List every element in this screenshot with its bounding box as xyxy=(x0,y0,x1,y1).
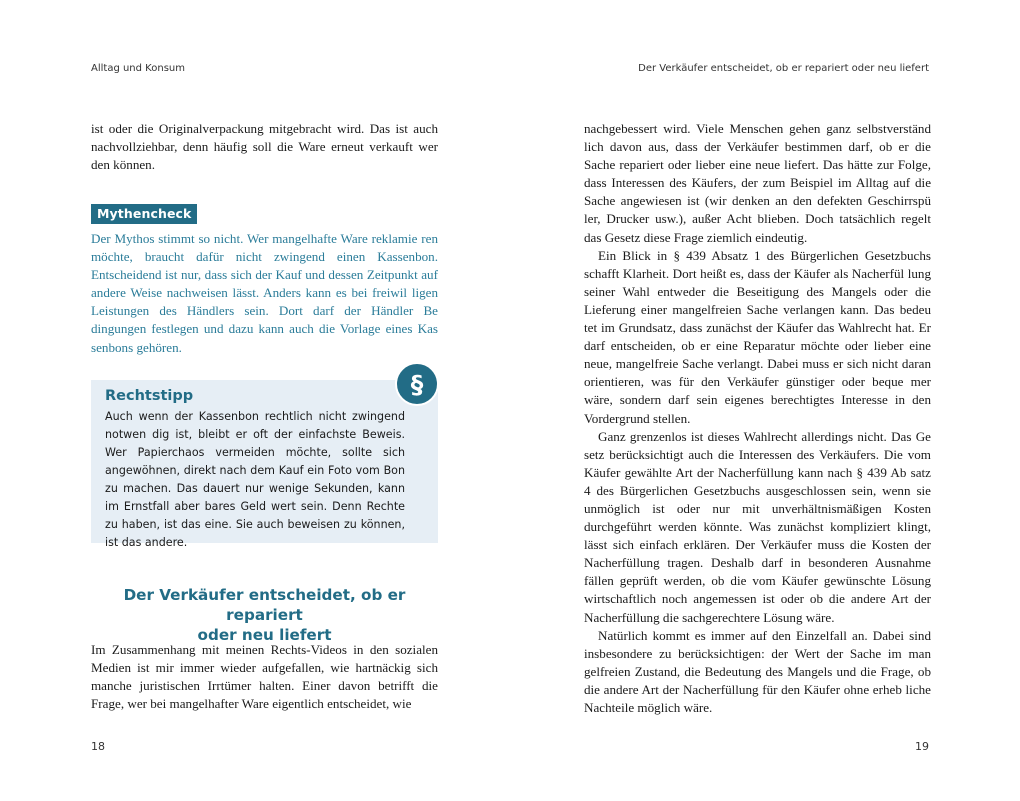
text-line: ligen Leistungen des Händlers sein. Dort darf der Händler Be xyxy=(91,285,438,319)
text-line: lich davon aus, dass der Verkäufer bestimmen darf, ob er die xyxy=(584,139,931,155)
heading-line: oder neu liefert xyxy=(197,626,332,644)
right-page xyxy=(510,0,1020,801)
intro-text xyxy=(91,120,438,174)
text-line: Der Mythos stimmt so nicht. Wer mangelhafte Ware reklamie xyxy=(91,231,418,246)
text-line: ler, Drucker usw.), außer Acht blieben. Doch tatsächlich regelt xyxy=(584,211,931,227)
text-line: fällen geprüft werden, ob die vom Käufer gewünschte Lösung xyxy=(584,573,931,589)
text-line: lässt sich einfach erklären. Der Verkäufer muss die Kosten der xyxy=(584,537,931,553)
text-line: den können. xyxy=(91,157,155,173)
text-line: das Gesetz diese Frage ziemlich eindeutig. xyxy=(584,229,808,245)
text-line: auf andere Weise nachweisen lässt. Anders kann es bei freiwil xyxy=(91,267,438,301)
text-line: Nacherfüllung tragen. Deshalb darf in besonderen Ausnahme xyxy=(584,555,931,571)
running-head-left: Alltag und Konsum xyxy=(91,63,185,74)
text-line: gelfreien Zustand, die Bedeutung des Mangels und die Frage, xyxy=(584,663,914,679)
intro-paragraph xyxy=(91,120,438,174)
text-line: setz berücksichtigt auch die Interessen des Verkäufers. Die vom xyxy=(584,446,931,462)
text-line: durchgeführt werden könnte. Was zunächst kompliziert klingt, xyxy=(584,519,931,535)
text-line: dingungen festlegen und dazu kann auch die Vorlage eines Kas xyxy=(91,321,438,337)
text-line: senbons gehören. xyxy=(91,339,182,355)
text-line: vermeiden möchte, sollte sich angewöhnen, direkt nach dem xyxy=(105,446,406,477)
paragraph xyxy=(584,428,931,627)
paragraph xyxy=(584,247,931,428)
paragraph xyxy=(584,627,931,717)
text-line: Nacherfüllung die sachgerechtere Lösung wäre. xyxy=(584,609,835,625)
text-line: Entscheidend ist nur, dass sich der Kauf und dessen Zeitpunkt xyxy=(91,267,418,283)
text-line: Frage, wer bei mangelhafter Ware eigentlich entscheidet, wie xyxy=(91,696,412,712)
text-line: Ein Blick in § 439 Absatz 1 des Bürgerlichen Gesetzbuchs xyxy=(598,247,931,263)
text-line: schafft Klarheit. Dort heißt es, dass der Käufer als Nacherfül xyxy=(584,265,905,281)
text-line: dig ist, bleibt er oft der einfachste Beweis. Wer Papierchaos xyxy=(105,428,406,459)
text-line: tet im Grundsatz, dass zunächst der Käufer das Wahlrecht hat. xyxy=(584,320,915,336)
text-line: Sache angewiesen ist (wir denken an den defekten Geschirrspü xyxy=(584,193,931,209)
myth-check-label: Mythencheck xyxy=(91,204,197,224)
text-line: daran orientieren, was für den Verkäufer günstiger oder beque xyxy=(584,356,931,390)
text-line: ren möchte, braucht dafür nicht zwingend einen Kassenbon. xyxy=(91,231,439,265)
page-number-left: 18 xyxy=(91,740,105,753)
text-line: Rechte zu haben, ist das eine. Sie auch beweisen zu können, xyxy=(105,500,405,531)
text-line: Medien ist mir immer wieder aufgefallen, wie hartnäckig sich xyxy=(91,660,438,676)
text-line: ist oder die Originalverpackung mitgebracht wird. Das ist auch xyxy=(91,121,438,136)
myth-check-text xyxy=(91,230,438,357)
text-line: insbesondere zu berücksichtigen: der Wert der Sache im man xyxy=(584,645,931,661)
text-line: Kauf ein Foto vom Bon zu machen. Das dauert nur wenige xyxy=(105,464,405,495)
text-line: nachvollziehbar, denn häufig soll die Ware erneut verkauft wer xyxy=(91,139,438,155)
right-body xyxy=(584,120,931,717)
text-line: eine neue, mangelfreie Sache verlangt. Dabei muss er sich nicht xyxy=(584,338,931,372)
text-line: ob die andere Art der Nacherfüllung für den Käufer ohne erheb xyxy=(584,663,931,697)
legal-tip-title: Rechtstipp xyxy=(105,388,194,404)
running-head-right: Der Verkäufer entscheidet, ob er repariert oder neu liefert xyxy=(638,63,929,74)
text-line: Er darf entscheiden, ob er eine Reparatur möchte oder lieber xyxy=(584,320,932,354)
text-line: mer wäre, sondern darf sein eigenes berechtigtes Interesse in den xyxy=(584,374,931,408)
text-line: Natürlich kommt es immer auf den Einzelfall an. Dabei sind xyxy=(598,627,931,643)
text-line: dass Interessen des Käufers, der zum Beispiel im Alltag auf die xyxy=(584,175,931,191)
text-line: ist das andere. xyxy=(105,536,188,549)
text-line: Im Zusammenhang mit meinen Rechts-Videos in den sozialen xyxy=(91,642,438,657)
text-line: Sekunden, kann im Ernstfall aber bares Geld wert sein. Denn xyxy=(105,482,405,513)
body-paragraph xyxy=(91,641,438,713)
myth-check-section xyxy=(91,204,438,357)
text-line: Käufer gewählte Art der Nacherfüllung kann nach § 439 Ab xyxy=(584,464,907,480)
legal-tip-text xyxy=(105,408,405,552)
paragraph-symbol-icon: § xyxy=(395,362,439,406)
heading-line: Der Verkäufer entscheidet, ob er repariert xyxy=(123,586,406,624)
section-heading xyxy=(91,585,438,645)
text-line: Ganz grenzenlos ist dieses Wahlrecht allerdings nicht. Das Ge xyxy=(598,428,931,444)
text-line: Auch wenn der Kassenbon rechtlich nicht zwingend notwen xyxy=(105,410,405,441)
text-line: manche juristischen Irrtümer halten. Einer davon betrifft die xyxy=(91,678,438,694)
text-line: liche Nachteile möglich wäre. xyxy=(584,681,931,715)
text-line: wirtschaftlich noch angemessen ist oder ob die andere Art der xyxy=(584,591,931,607)
text-line: nachgebessert wird. Viele Menschen gehen ganz selbstverständ xyxy=(584,121,931,136)
text-line: Vordergrund stellen. xyxy=(584,410,691,426)
text-line: Sache repariert oder lieber eine neue liefert. Das hätte zur Folge, xyxy=(584,157,931,173)
body-text xyxy=(91,641,438,713)
text-line: lung seiner Wahl entweder die Beseitigung des Mangels oder die xyxy=(584,265,931,299)
text-line: satz 4 des Bürgerlichen Gesetzbuchs ausgeschlossen sein, wenn xyxy=(584,464,931,498)
page-number-right: 19 xyxy=(915,740,929,753)
paragraph xyxy=(584,120,931,247)
text-line: sie unmöglich ist oder nur mit unverhältnismäßigen Kosten xyxy=(584,482,931,516)
legal-tip-box xyxy=(91,380,438,549)
text-line: Lieferung einer mangelfreien Sache verlangen kann. Das bedeu xyxy=(584,301,931,317)
